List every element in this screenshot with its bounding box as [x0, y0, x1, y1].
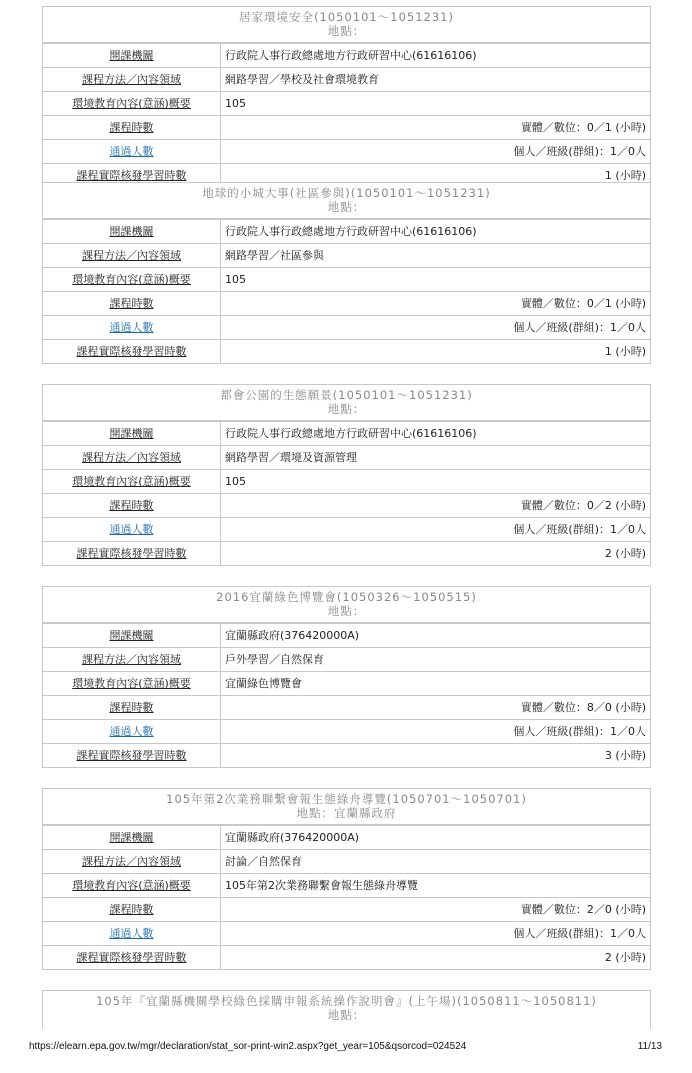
label-hours: [43, 898, 221, 921]
value-organizer: 行政院人事行政總處地方行政研習中心(61616106): [225, 427, 477, 440]
label-text: 課程方法／內容領域: [82, 855, 181, 868]
row-passed: [43, 315, 650, 339]
value-actual: 1 (小時): [604, 345, 646, 358]
value-hours: 實體／數位：8／0 (小時): [520, 701, 646, 714]
course-block: [42, 6, 651, 188]
value-passed: 個人／班級(群組)：1／0人: [513, 145, 646, 158]
row-method: [43, 243, 650, 267]
value-method: 討論／自然保育: [225, 855, 302, 868]
label-actual: [43, 542, 221, 565]
row-method: [43, 647, 650, 671]
label-organizer: [43, 44, 221, 67]
row-passed: [43, 517, 650, 541]
label-method: [43, 648, 221, 671]
label-hours: [43, 116, 221, 139]
label-hours: [43, 292, 221, 315]
label-text: 課程方法／內容領域: [82, 451, 181, 464]
value-summary: 105: [225, 97, 246, 110]
row-hours: [43, 897, 650, 921]
label-text: 課程時數: [109, 903, 154, 916]
course-location: 地點：: [327, 200, 366, 214]
label-text[interactable]: 通過人數: [109, 725, 154, 738]
label-text: 課程時數: [109, 121, 154, 134]
value-summary: 105年第2次業務聯繫會報生態綠舟導覽: [225, 879, 418, 892]
value-hours: 實體／數位：2／0 (小時): [520, 903, 646, 916]
course-title-cell: [43, 183, 650, 219]
row-hours: [43, 695, 650, 719]
value-summary: 105: [225, 475, 246, 488]
row-hours: [43, 493, 650, 517]
label-text[interactable]: 通過人數: [109, 927, 154, 940]
value-method: 網路學習／學校及社會環境教育: [225, 73, 379, 86]
label-text: 課程時數: [109, 297, 154, 310]
course-title-cell: [43, 385, 650, 421]
label-text: 環境教育內容(意涵)概要: [72, 475, 191, 488]
row-summary: [43, 91, 650, 115]
row-summary: [43, 671, 650, 695]
course-title-cell: [43, 789, 650, 825]
label-text: 課程時數: [109, 499, 154, 512]
label-passed[interactable]: [43, 140, 221, 163]
row-passed: [43, 719, 650, 743]
course-title-cell: [43, 587, 650, 623]
value-organizer: 宜蘭縣政府(376420000A): [225, 629, 360, 642]
value-actual: 2 (小時): [604, 547, 646, 560]
course-block: [42, 384, 651, 566]
label-text: 課程實際核發學習時數: [76, 749, 187, 762]
footer-url: https://elearn.epa.gov.tw/mgr/declaration/stat_sor-print-win2.aspx?get_year=105&qsorcod=024524: [29, 1041, 467, 1052]
row-hours: [43, 115, 650, 139]
row-actual: [43, 743, 650, 767]
label-organizer: [43, 220, 221, 243]
label-text: 開課機關: [109, 225, 154, 238]
course-title: 2016宜蘭綠色博覽會(1050326～1050515): [216, 590, 477, 604]
value-hours: 實體／數位：0／2 (小時): [520, 499, 646, 512]
row-organizer: [43, 43, 650, 67]
label-passed[interactable]: [43, 518, 221, 541]
course-location: 地點：: [327, 402, 366, 416]
course-block-partial: [42, 990, 651, 1029]
label-text: 課程方法／內容領域: [82, 73, 181, 86]
value-hours: 實體／數位：0／1 (小時): [520, 121, 646, 134]
value-organizer: 行政院人事行政總處地方行政研習中心(61616106): [225, 49, 477, 62]
label-text: 開課機關: [109, 49, 154, 62]
row-passed: [43, 921, 650, 945]
footer-page-number: 11/13: [637, 1041, 662, 1052]
row-organizer: [43, 219, 650, 243]
label-text: 課程實際核發學習時數: [76, 547, 187, 560]
row-actual: [43, 541, 650, 565]
label-text[interactable]: 通過人數: [109, 145, 154, 158]
value-organizer: 行政院人事行政總處地方行政研習中心(61616106): [225, 225, 477, 238]
row-passed: [43, 139, 650, 163]
label-method: [43, 446, 221, 469]
label-method: [43, 244, 221, 267]
label-summary: [43, 470, 221, 493]
label-summary: [43, 268, 221, 291]
label-method: [43, 68, 221, 91]
course-location: 地點：: [327, 604, 366, 618]
course-title: 都會公園的生態願景(1050101～1051231): [220, 388, 473, 402]
label-text: 課程實際核發學習時數: [76, 169, 187, 182]
label-passed[interactable]: [43, 316, 221, 339]
value-summary: 105: [225, 273, 246, 286]
label-text: 課程方法／內容領域: [82, 653, 181, 666]
value-organizer: 宜蘭縣政府(376420000A): [225, 831, 360, 844]
value-passed: 個人／班級(群組)：1／0人: [513, 927, 646, 940]
row-summary: [43, 873, 650, 897]
row-organizer: [43, 623, 650, 647]
label-text: 環境教育內容(意涵)概要: [72, 879, 191, 892]
row-hours: [43, 291, 650, 315]
course-location: 地點：宜蘭縣政府: [296, 806, 397, 820]
course-title: 居家環境安全(1050101～1051231): [239, 10, 454, 24]
course-location: 地點：: [327, 24, 366, 38]
row-method: [43, 849, 650, 873]
course-block: [42, 182, 651, 364]
value-method: 網路學習／社區參與: [225, 249, 324, 262]
label-actual: [43, 340, 221, 363]
label-passed[interactable]: [43, 720, 221, 743]
course-location: 地點：: [327, 1008, 366, 1022]
course-block: [42, 586, 651, 768]
label-organizer: [43, 422, 221, 445]
label-summary: [43, 92, 221, 115]
course-title: 105年『宜蘭縣機關學校綠色採購申報系統操作說明會』(上午場)(1050811～1050811): [96, 994, 597, 1008]
label-organizer: [43, 826, 221, 849]
label-actual: [43, 946, 221, 969]
label-summary: [43, 874, 221, 897]
row-summary: [43, 469, 650, 493]
value-hours: 實體／數位：0／1 (小時): [520, 297, 646, 310]
label-organizer: [43, 624, 221, 647]
row-organizer: [43, 825, 650, 849]
label-text: 環境教育內容(意涵)概要: [72, 273, 191, 286]
label-passed[interactable]: [43, 922, 221, 945]
label-text: 環境教育內容(意涵)概要: [72, 97, 191, 110]
row-actual: [43, 945, 650, 969]
course-title: 105年第2次業務聯繫會報生態綠舟導覽(1050701～1050701): [166, 792, 527, 806]
row-actual: [43, 339, 650, 363]
course-title: 地球的小城大事(社區參與)(1050101～1051231): [202, 186, 491, 200]
row-summary: [43, 267, 650, 291]
value-method: 網路學習／環境及資源管理: [225, 451, 357, 464]
value-passed: 個人／班級(群組)：1／0人: [513, 725, 646, 738]
label-text: 課程實際核發學習時數: [76, 951, 187, 964]
row-method: [43, 445, 650, 469]
label-summary: [43, 672, 221, 695]
label-text: 開課機關: [109, 427, 154, 440]
course-title-cell: [43, 7, 650, 43]
value-passed: 個人／班級(群組)：1／0人: [513, 321, 646, 334]
label-hours: [43, 494, 221, 517]
label-text: 課程實際核發學習時數: [76, 345, 187, 358]
label-text: 環境教育內容(意涵)概要: [72, 677, 191, 690]
value-method: 戶外學習／自然保育: [225, 653, 324, 666]
value-actual: 2 (小時): [604, 951, 646, 964]
label-text[interactable]: 通過人數: [109, 523, 154, 536]
value-summary: 宜蘭綠色博覽會: [225, 677, 302, 690]
label-text: 課程方法／內容領域: [82, 249, 181, 262]
row-organizer: [43, 421, 650, 445]
label-text: 課程時數: [109, 701, 154, 714]
label-hours: [43, 696, 221, 719]
label-method: [43, 850, 221, 873]
label-text: 開課機關: [109, 831, 154, 844]
value-passed: 個人／班級(群組)：1／0人: [513, 523, 646, 536]
value-actual: 3 (小時): [604, 749, 646, 762]
label-actual: [43, 744, 221, 767]
label-text: 開課機關: [109, 629, 154, 642]
course-block: [42, 788, 651, 970]
row-method: [43, 67, 650, 91]
label-text[interactable]: 通過人數: [109, 321, 154, 334]
value-actual: 1 (小時): [604, 169, 646, 182]
course-title-cell: [43, 991, 650, 1026]
